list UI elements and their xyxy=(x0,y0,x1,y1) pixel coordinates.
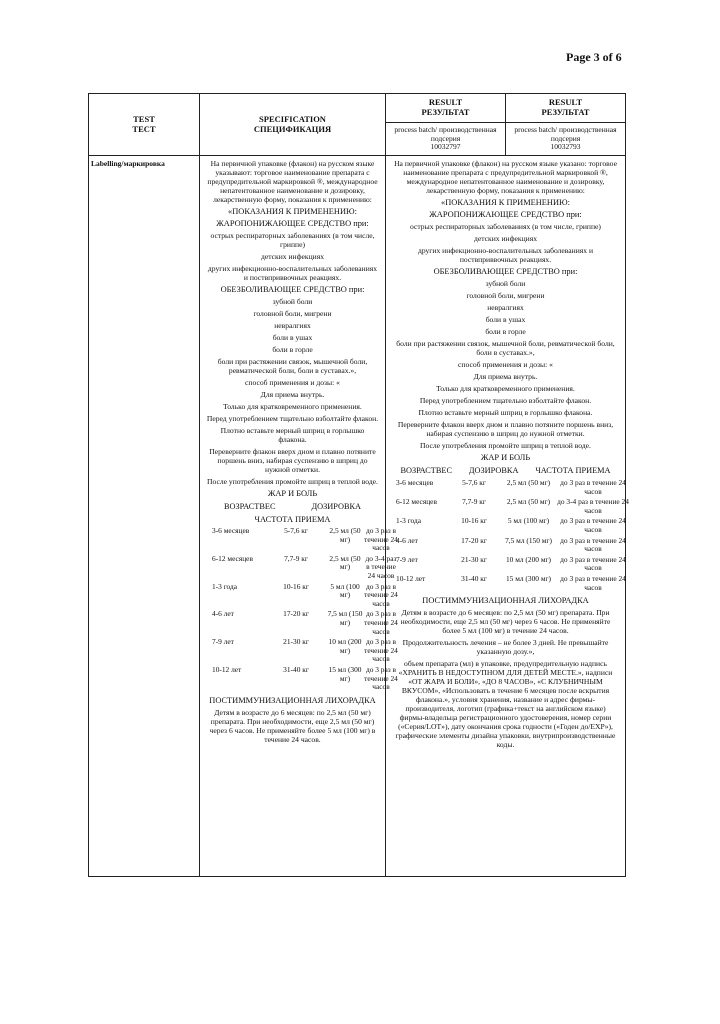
spec-dose-age: 1-3 года xyxy=(212,581,238,591)
result-content xyxy=(386,156,629,750)
result-duration: Продолжительность лечения – не более 3 дней. Не превышайте указанную дозу.», xyxy=(402,638,609,657)
spec-dose-dose: 2,5 мл (50 мг) xyxy=(329,526,361,544)
spec-child-inf: детских инфекциях xyxy=(261,252,324,261)
header-result2-en: RESULT xyxy=(548,97,583,107)
spec-wash: После употребления промойте шприц в теплой воде. xyxy=(207,477,378,486)
spec-dose-row xyxy=(212,526,398,553)
result-dose-weight: 17-20 кг xyxy=(461,535,487,545)
header-result1-ru: РЕЗУЛЬТАТ xyxy=(421,107,470,117)
spec-dose-age: 6-12 месяцев xyxy=(212,553,253,563)
result-dose-age: 7-9 лет xyxy=(396,554,418,564)
spec-col-age: ВОЗРАСТВЕС xyxy=(223,502,276,511)
header-test xyxy=(89,94,200,156)
spec-dose-weight: 7,7-9 кг xyxy=(284,553,308,563)
spec-invert: Переверните флакон вверх дном и плавно потяните поршень вниз, набирая суспензию в шприц до нужной отметки. xyxy=(209,447,376,474)
header-result1-en: RESULT xyxy=(428,97,463,107)
result-short: Только для кратковременного применения. xyxy=(436,384,575,393)
result-col-freq: ЧАСТОТА ПРИЕМА xyxy=(535,466,611,475)
spec-sprain: боли при растяжении связок, мышечной боли, ревматической боли, боли в суставах.», xyxy=(217,357,368,375)
header-test-en: TEST xyxy=(133,114,155,124)
result-dose-age: 1-3 года xyxy=(396,516,422,526)
spec-dose-dose: 10 мл (200 мг) xyxy=(328,637,362,655)
spec-dose-freq: до 3 раз в течение 24 часов xyxy=(364,664,398,692)
result-dose-freq: до 3 раз в течение 24 часов xyxy=(560,573,626,592)
spec-headache: головной боли, мигрени xyxy=(253,309,332,318)
result-dose-dose: 15 мл (300 мг) xyxy=(505,573,551,583)
result-dose-freq: до 3 раз в течение 24 часов xyxy=(560,516,626,534)
result-dose-weight: 31-40 кг xyxy=(461,573,487,583)
spec-dose-freq: до 3 раз в течение 24 часов xyxy=(364,637,398,664)
spec-dose-dose: 7,5 мл (150 мг) xyxy=(327,609,363,627)
spec-throat: боли в горле xyxy=(272,345,313,354)
spec-dose-freq: до 3 раз в течение 24 часов xyxy=(364,581,398,608)
spec-neuralgia: невралгиях xyxy=(274,321,311,330)
result-dose-dose: 2,5 мл (50 мг) xyxy=(506,478,551,487)
spec-content xyxy=(200,156,398,744)
spec-postvac-head: ПОСТИММУНИЗАЦИОННАЯ ЛИХОРАДКА xyxy=(209,695,376,705)
result-closing: объем препарата (мл) в упаковке, предупредительную надпись «ХРАНИТЬ В НЕДОСТУПНОМ ДЛЯ ДЕТЕЙ МЕСТЕ.», надписи «ОТ ЖАРА И БОЛИ», «ДО 8 ЧАСОВ», «С КЛУБНИЧНЫМ ВКУСОМ», «Использовать в течение 6 месяцев после вскрытия флакона.», условия хранения, название и адрес фирмы-производителя, логотип (графика+текст на английском языке) фирмы-владельца регистрационного удостоверения, номер серии («Серия/LOT»), дату окончания срока годности («Годен до/EXP»), графические элементы дизайна упаковки, внутрипроизводственные коды. xyxy=(395,659,616,750)
spec-dose-weight: 21-30 кг xyxy=(283,637,309,647)
spec-cell xyxy=(200,156,398,877)
result-method: способ применения и дозы: « xyxy=(458,360,553,369)
spec-dose-row xyxy=(212,637,398,664)
result-sprain: боли при растяжении связок, мышечной боли, ревматической боли, боли в суставах.», xyxy=(396,339,615,357)
result-dose-freq: до 3 раз в течение 24 часов xyxy=(560,554,626,573)
spec-dose-row xyxy=(212,581,398,609)
result-dose-weight: 5-7,6 кг xyxy=(462,478,486,487)
result-dose-row xyxy=(396,497,629,515)
spec-dose-age: 4-6 лет xyxy=(212,609,234,619)
batch2-number: 10032793 xyxy=(550,142,581,151)
result-headache: головной боли, мигрени xyxy=(466,291,545,300)
header-spec-ru: СПЕЦИФИКАЦИЯ xyxy=(253,124,332,134)
result-toothache: зубной боли xyxy=(485,279,526,288)
result-dose-age: 6-12 месяцев xyxy=(396,497,437,507)
result-neuralgia: невралгиях xyxy=(487,303,524,312)
result-dose-weight: 7,7-9 кг xyxy=(462,497,486,507)
result-col-age: ВОЗРАСТВЕС xyxy=(400,466,452,475)
spec-col-freq: ЧАСТОТА ПРИЕМА xyxy=(254,515,331,524)
spec-oral: Для приема внутрь. xyxy=(260,390,325,399)
spec-intro: На первичной упаковке (флакон) на русском языке указывают: торговое наименование препарата с предупредительной маркировкой ®, международное непатентованное наименование и дозировку, лекарственную форму, показания к применению: xyxy=(207,159,378,204)
result-dose-header xyxy=(392,466,619,475)
result-dose-freq: до 3-4 раз в течение 24 часов xyxy=(557,497,629,515)
result-dose-weight: 10-16 кг xyxy=(461,516,487,526)
spec-post-vac: других инфекционно-воспалительных заболеваниях и поствприввочных реакциях. xyxy=(207,264,378,282)
spec-dose-row xyxy=(212,553,397,581)
result-dose-weight: 21-30 кг xyxy=(461,554,487,564)
spec-dose-dose: 2,5 мл (50 мг) xyxy=(329,553,361,572)
result-dose-age: 10-12 лет xyxy=(396,573,426,583)
batch2-label: process batch/ производственная подсерия xyxy=(514,125,617,143)
batch-1 xyxy=(386,123,506,156)
header-test-ru: ТЕСТ xyxy=(132,124,156,134)
spec-dose-dose: 5 мл (100 мг) xyxy=(330,581,360,600)
result-child-inf: детских инфекциях xyxy=(474,234,537,243)
test-name: Labelling/маркировка xyxy=(91,159,165,168)
spec-shake: Перед употреблением тщательно взболтайте флакон. xyxy=(206,414,379,423)
spec-dose-row xyxy=(212,664,398,692)
spec-fever-pain: ЖАР И БОЛЬ xyxy=(267,489,318,498)
result-shake: Перед употреблением тщательно взболтайте флакон. xyxy=(419,396,592,405)
spec-dose-age: 3-6 месяцев xyxy=(212,526,250,535)
result-dose-row xyxy=(396,478,626,496)
result-dose-row xyxy=(396,554,626,573)
spec-dose-weight: 5-7,6 кг xyxy=(284,526,308,535)
result-dose-rows xyxy=(392,478,629,592)
batch1-number: 10032797 xyxy=(430,142,461,151)
result-earache: боли в ушах xyxy=(485,315,526,324)
spec-dose-age: 10-12 лет xyxy=(212,664,242,674)
test-cell xyxy=(89,156,200,877)
batch-2 xyxy=(506,123,626,156)
spec-dose-rows xyxy=(206,526,398,692)
spec-indications: «ПОКАЗАНИЯ К ПРИМЕНЕНИЮ: xyxy=(228,207,357,216)
spec-dose-weight: 10-16 кг xyxy=(283,581,309,591)
result-throat: боли в горле xyxy=(485,327,526,336)
spec-postvac-text: Детям в возрасте до 6 месяцев: по 2,5 мл (50 мг) препарата. При необходимости, еще 2,5 мл (50 мг) через 6 часов. Не применяйте более 5 мл (100 мг) в течение 24 часов. xyxy=(209,707,376,744)
result-dose-row xyxy=(396,516,626,534)
spec-earache: боли в ушах xyxy=(272,333,313,342)
spec-col-dose: ДОЗИРОВКА xyxy=(311,502,362,511)
spec-analgesic: ОБЕЗБОЛИВАЮЩЕЕ СРЕДСТВО при: xyxy=(220,285,365,294)
result-cell xyxy=(386,156,629,877)
result-insert: Плотно вставьте мерный шприц в горлышко флакона. xyxy=(418,408,593,417)
spec-dose-age: 7-9 лет xyxy=(212,637,234,647)
spec-table xyxy=(88,93,629,877)
spec-dose-freq: до 3 раз в течение 24 часов xyxy=(364,609,398,636)
result-wash: После употребления промойте шприц в теплой воде. xyxy=(420,441,591,450)
result-postvac-text: Детям в возрасте до 6 месяцев: по 2,5 мл (50 мг) препарата. При необходимости, еще 2,5 мл (50 мг) через 6 часов. Не применяйте более 5 мл (100 мг) в течение 24 часов. xyxy=(400,608,611,636)
spec-short: Только для кратковременного применения. xyxy=(223,402,362,411)
header-result2-ru: РЕЗУЛЬТАТ xyxy=(541,107,590,117)
result-dose-row xyxy=(396,573,626,592)
spec-method: способ применения и дозы: « xyxy=(245,378,340,387)
result-dose-dose: 10 мл (200 мг) xyxy=(505,554,551,564)
spec-dose-dose: 15 мл (300 мг) xyxy=(328,664,362,683)
result-oral: Для приема внутрь. xyxy=(473,372,538,381)
result-col-dose: ДОЗИРОВКА xyxy=(468,466,519,475)
spec-toothache: зубной боли xyxy=(272,297,313,306)
result-dose-row xyxy=(396,535,626,554)
spec-insert: Плотно вставьте мерный шприц в горлышко флакона. xyxy=(220,426,365,444)
result-dose-age: 4-6 лет xyxy=(396,535,418,545)
header-result-2 xyxy=(506,94,626,123)
spec-dose-header xyxy=(206,502,379,511)
spec-resp: острых респираторных заболеваниях (в том числе, гриппе) xyxy=(210,231,375,249)
spec-dose-weight: 31-40 кг xyxy=(283,664,309,674)
result-dose-dose: 2,5 мл (50 мг) xyxy=(506,497,551,507)
spec-dose-row xyxy=(212,609,398,636)
batch1-label: process batch/ производственная подсерия xyxy=(394,125,497,143)
result-dose-dose: 7,5 мл (150 мг) xyxy=(505,535,552,545)
result-postvac-head: ПОСТИММУНИЗАЦИОННАЯ ЛИХОРАДКА xyxy=(422,596,589,606)
result-dose-dose: 5 мл (100 мг) xyxy=(507,516,550,526)
page-number: Page 3 of 6 xyxy=(566,50,622,64)
result-intro: На первичной упаковке (флакон) на русском языке указано: торговое наименование препарата с предупредительной маркировкой ®, международное непатентованное наименование и дозировку, лекарственную форму, показания к применению: xyxy=(394,159,617,195)
spec-dose-weight: 17-20 кг xyxy=(283,609,309,619)
header-result-1 xyxy=(386,94,506,123)
spec-dose-freq: до 3 раз в течение 24 часов xyxy=(364,526,398,553)
result-post-vac: других инфекционно-воспалительных заболеваниях и поствприввочных реакциях. xyxy=(417,246,594,264)
result-dose-freq: до 3 раз в течение 24 часов xyxy=(560,478,626,496)
result-dose-freq: до 3 раз в течение 24 часов xyxy=(560,535,626,554)
header-spec xyxy=(200,94,386,156)
spec-dose-freq: до 3-4 раз в течение 24 часов xyxy=(365,553,397,580)
result-invert: Переверните флакон вверх дном и плавно потяните поршень вниз, набирая суспензию в шприц до нужной отметки. xyxy=(397,420,614,438)
result-antipyretic: ЖАРОПОНИЖАЮЩЕЕ СРЕДСТВО при: xyxy=(429,210,582,219)
result-fever-pain: ЖАР И БОЛЬ xyxy=(480,453,531,462)
result-dose-age: 3-6 месяцев xyxy=(396,478,434,487)
spec-antipyretic: ЖАРОПОНИЖАЮЩЕЕ СРЕДСТВО при: xyxy=(216,219,369,228)
result-analgesic: ОБЕЗБОЛИВАЮЩЕЕ СРЕДСТВО при: xyxy=(433,267,578,276)
result-indications: «ПОКАЗАНИЯ К ПРИМЕНЕНИЮ: xyxy=(441,198,570,207)
result-resp: острых респираторных заболеваниях (в том числе, гриппе) xyxy=(410,222,601,231)
header-spec-en: SPECIFICATION xyxy=(259,114,326,124)
